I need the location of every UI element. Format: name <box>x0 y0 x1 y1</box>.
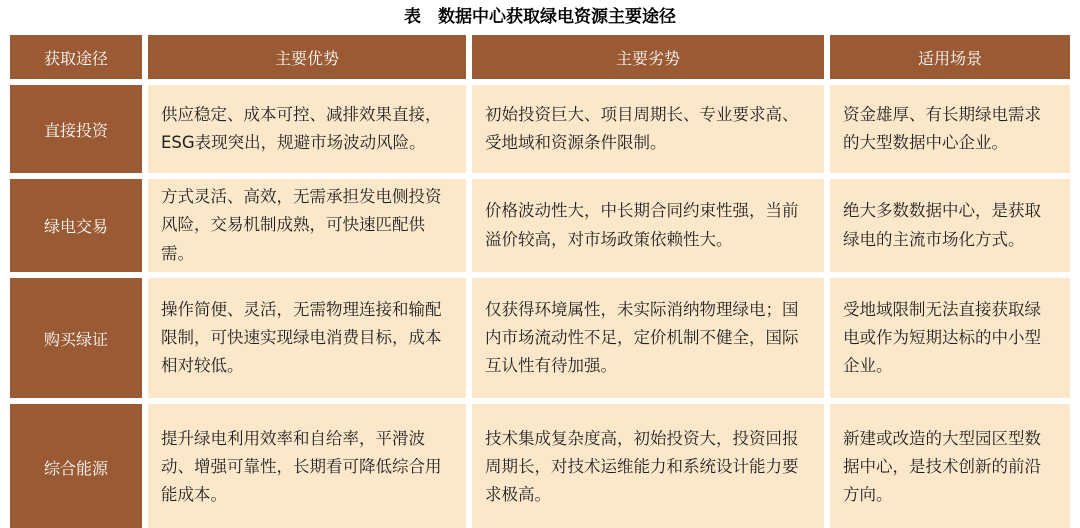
cell-disadvantages: 技术集成复杂度高，初始投资大，投资回报周期长，对技术运维能力和系统设计能力要求极高。 <box>472 404 824 528</box>
col-header-scenarios: 适用场景 <box>830 35 1070 79</box>
table-row-green-power-trading <box>10 179 1070 272</box>
cell-disadvantages: 仅获得环境属性，未实际消纳物理绿电；国内市场流动性不足，定价机制不健全，国际互认性有待加强。 <box>472 278 824 398</box>
cell-advantages: 供应稳定、成本可控、减排效果直接，ESG表现突出，规避市场波动风险。 <box>148 85 466 173</box>
col-header-advantages: 主要优势 <box>148 35 466 79</box>
cell-disadvantages: 初始投资巨大、项目周期长、专业要求高、受地域和资源条件限制。 <box>472 85 824 173</box>
cell-scenarios: 绝大多数数据中心，是获取绿电的主流市场化方式。 <box>830 179 1070 272</box>
cell-scenarios: 新建或改造的大型园区型数据中心，是技术创新的前沿方向。 <box>830 404 1070 528</box>
table-row-green-certificates <box>10 278 1070 398</box>
header-row <box>10 35 1070 79</box>
cell-advantages: 提升绿电利用效率和自给率，平滑波动、增强可靠性，长期看可降低综合用能成本。 <box>148 404 466 528</box>
cell-advantages: 方式灵活、高效，无需承担发电侧投资风险，交易机制成熟，可快速匹配供需。 <box>148 179 466 272</box>
cell-disadvantages: 价格波动性大，中长期合同约束性强，当前溢价较高，对市场政策依赖性大。 <box>472 179 824 272</box>
row-label-integrated-energy: 综合能源 <box>10 404 142 528</box>
col-header-disadvantages: 主要劣势 <box>472 35 824 79</box>
col-header-pathway: 获取途径 <box>10 35 142 79</box>
green-power-pathways-table <box>4 29 1076 528</box>
table-row-direct-investment <box>10 85 1070 173</box>
cell-scenarios: 受地域限制无法直接获取绿电或作为短期达标的中小型企业。 <box>830 278 1070 398</box>
row-label-direct-investment: 直接投资 <box>10 85 142 173</box>
cell-scenarios: 资金雄厚、有长期绿电需求的大型数据中心企业。 <box>830 85 1070 173</box>
row-label-green-power-trading: 绿电交易 <box>10 179 142 272</box>
row-label-green-certificates: 购买绿证 <box>10 278 142 398</box>
table-title: 表 数据中心获取绿电资源主要途径 <box>404 7 676 27</box>
cell-advantages: 操作简便、灵活，无需物理连接和输配限制，可快速实现绿电消费目标，成本相对较低。 <box>148 278 466 398</box>
table-row-integrated-energy <box>10 404 1070 528</box>
